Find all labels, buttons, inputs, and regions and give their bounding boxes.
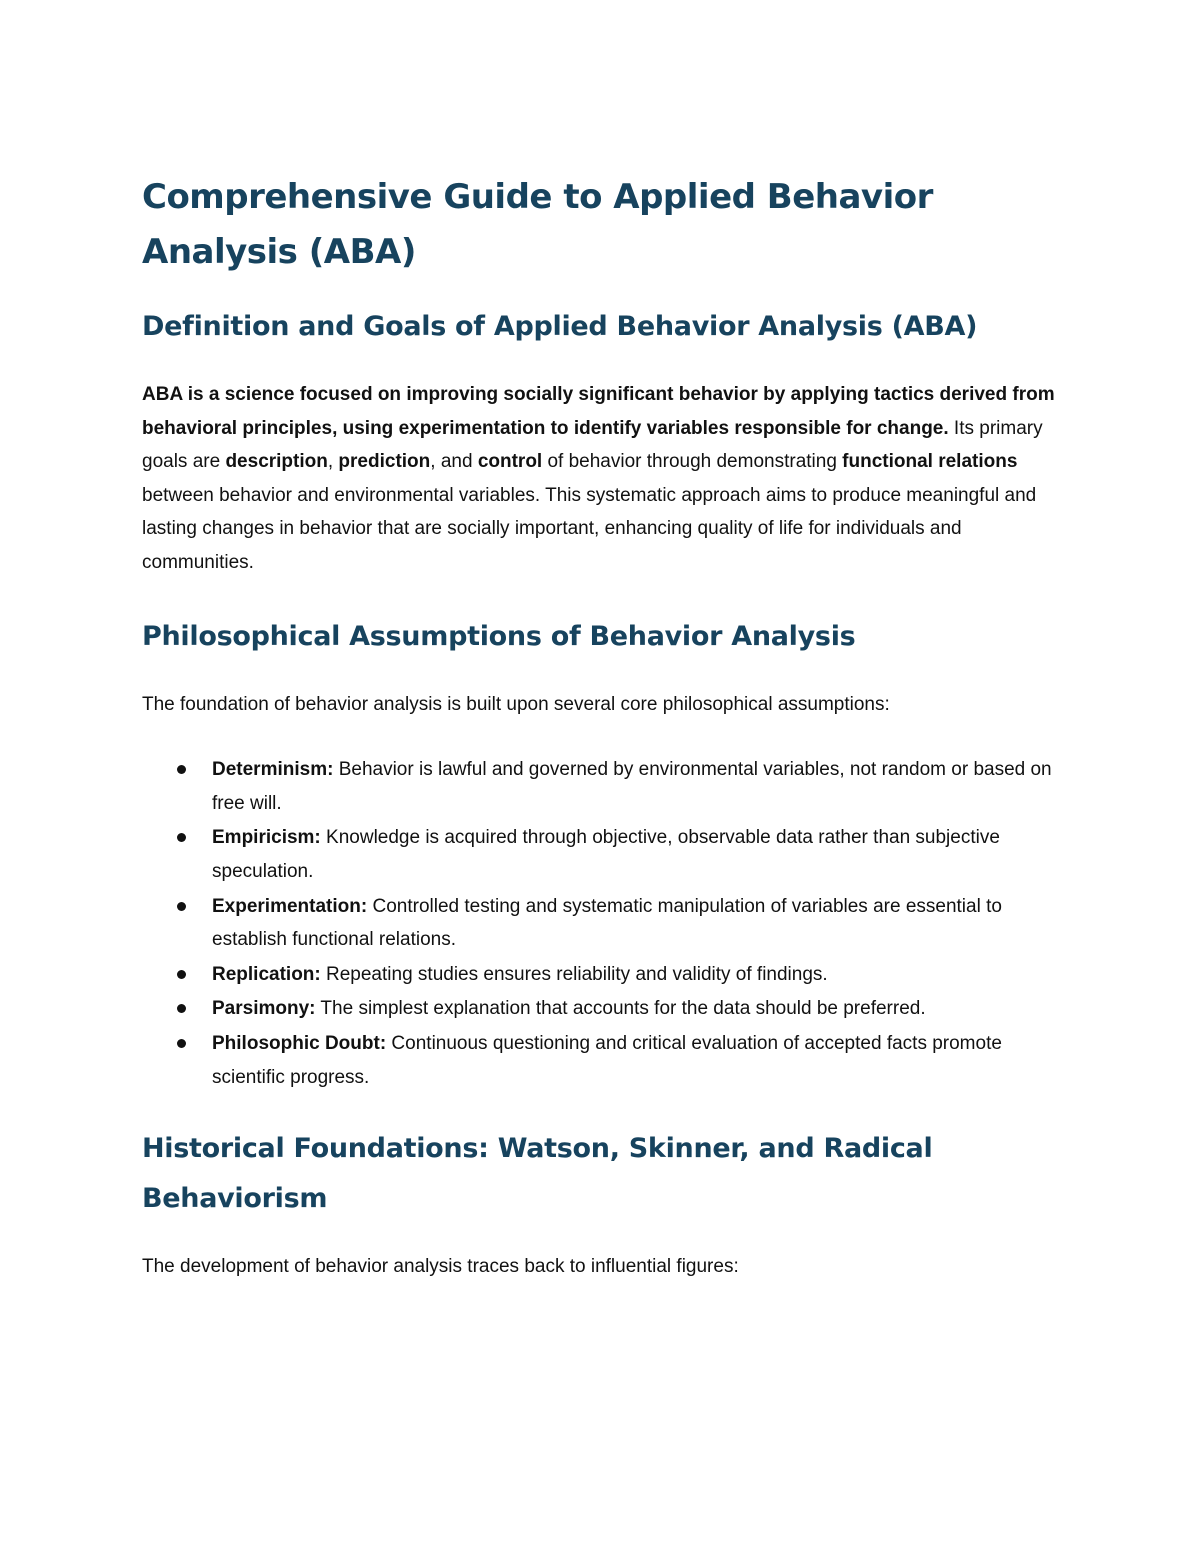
document-title: Comprehensive Guide to Applied Behavior Analysis (ABA)	[142, 177, 933, 272]
bullet-icon	[177, 765, 186, 774]
section-definition	[142, 302, 1067, 580]
bullet-icon	[177, 833, 186, 842]
list-item-term: Determinism:	[212, 759, 334, 781]
list-item-text: Controlled testing and systematic manipulation of variables are essential to establish functional relations.	[212, 895, 1002, 951]
list-item	[142, 1027, 1067, 1094]
list-item-text: Knowledge is acquired through objective, observable data rather than subjective speculation.	[212, 827, 1000, 882]
list-item	[142, 753, 1067, 820]
definition-text: of behavior through demonstrating	[542, 451, 843, 473]
list-item-text: Behavior is lawful and governed by environmental variables, not random or based on free will.	[212, 759, 1052, 814]
bold-term: control	[477, 451, 543, 473]
section-heading-philosophical: Philosophical Assumptions of Behavior Analysis	[142, 620, 856, 652]
list-item-text: The simplest explanation that accounts for the data should be preferred.	[315, 998, 926, 1020]
bold-term: prediction	[338, 451, 431, 473]
philosophical-intro: The foundation of behavior analysis is built upon several core philosophical assumptions:	[142, 693, 890, 715]
bold-term: description	[225, 451, 328, 473]
list-item-term: Experimentation:	[212, 895, 368, 917]
list-item	[142, 821, 1067, 888]
bullet-icon	[177, 970, 186, 979]
list-item-term: Replication:	[212, 963, 321, 985]
definition-text: , and	[430, 451, 478, 473]
section-heading-historical: Historical Foundations: Watson, Skinner, and Radical Behaviorism	[142, 1133, 933, 1215]
list-item	[142, 958, 1067, 992]
definition-text: ,	[327, 451, 339, 473]
section-heading-definition: Definition and Goals of Applied Behavior Analysis (ABA)	[142, 311, 978, 342]
list-item	[142, 890, 1067, 957]
list-item-text: Repeating studies ensures reliability and validity of findings.	[320, 963, 828, 985]
section-historical	[142, 1124, 1067, 1284]
bullet-icon	[177, 902, 186, 911]
definition-intro-bold: ABA is a science focused on improving socially significant behavior by applying tactics derived from behavioral principles, using experimentation to identify variables responsible for change.	[142, 384, 1055, 439]
historical-intro: The development of behavior analysis traces back to influential figures:	[142, 1256, 739, 1278]
bold-term: functional relations	[842, 451, 1018, 473]
definition-text: Its primary goals are	[142, 417, 1043, 473]
list-item-term: Parsimony:	[212, 998, 316, 1020]
bullet-icon	[177, 1039, 186, 1048]
list-item-text: Continuous questioning and critical evaluation of accepted facts promote scientific progress.	[212, 1032, 1002, 1088]
list-item-term: Empiricism:	[212, 827, 321, 849]
definition-paragraph	[142, 378, 1067, 580]
list-item-term: Philosophic Doubt:	[212, 1032, 387, 1054]
document-page	[142, 170, 1067, 1316]
definition-text: between behavior and environmental variables. This systematic approach aims to produce meaningful and lasting changes in behavior that are socially important, enhancing quality of life for individuals and communities.	[142, 484, 1037, 573]
bullet-icon	[177, 1004, 186, 1013]
list-item	[142, 992, 1067, 1026]
section-philosophical	[142, 612, 1067, 1095]
assumptions-list	[142, 753, 1067, 1094]
